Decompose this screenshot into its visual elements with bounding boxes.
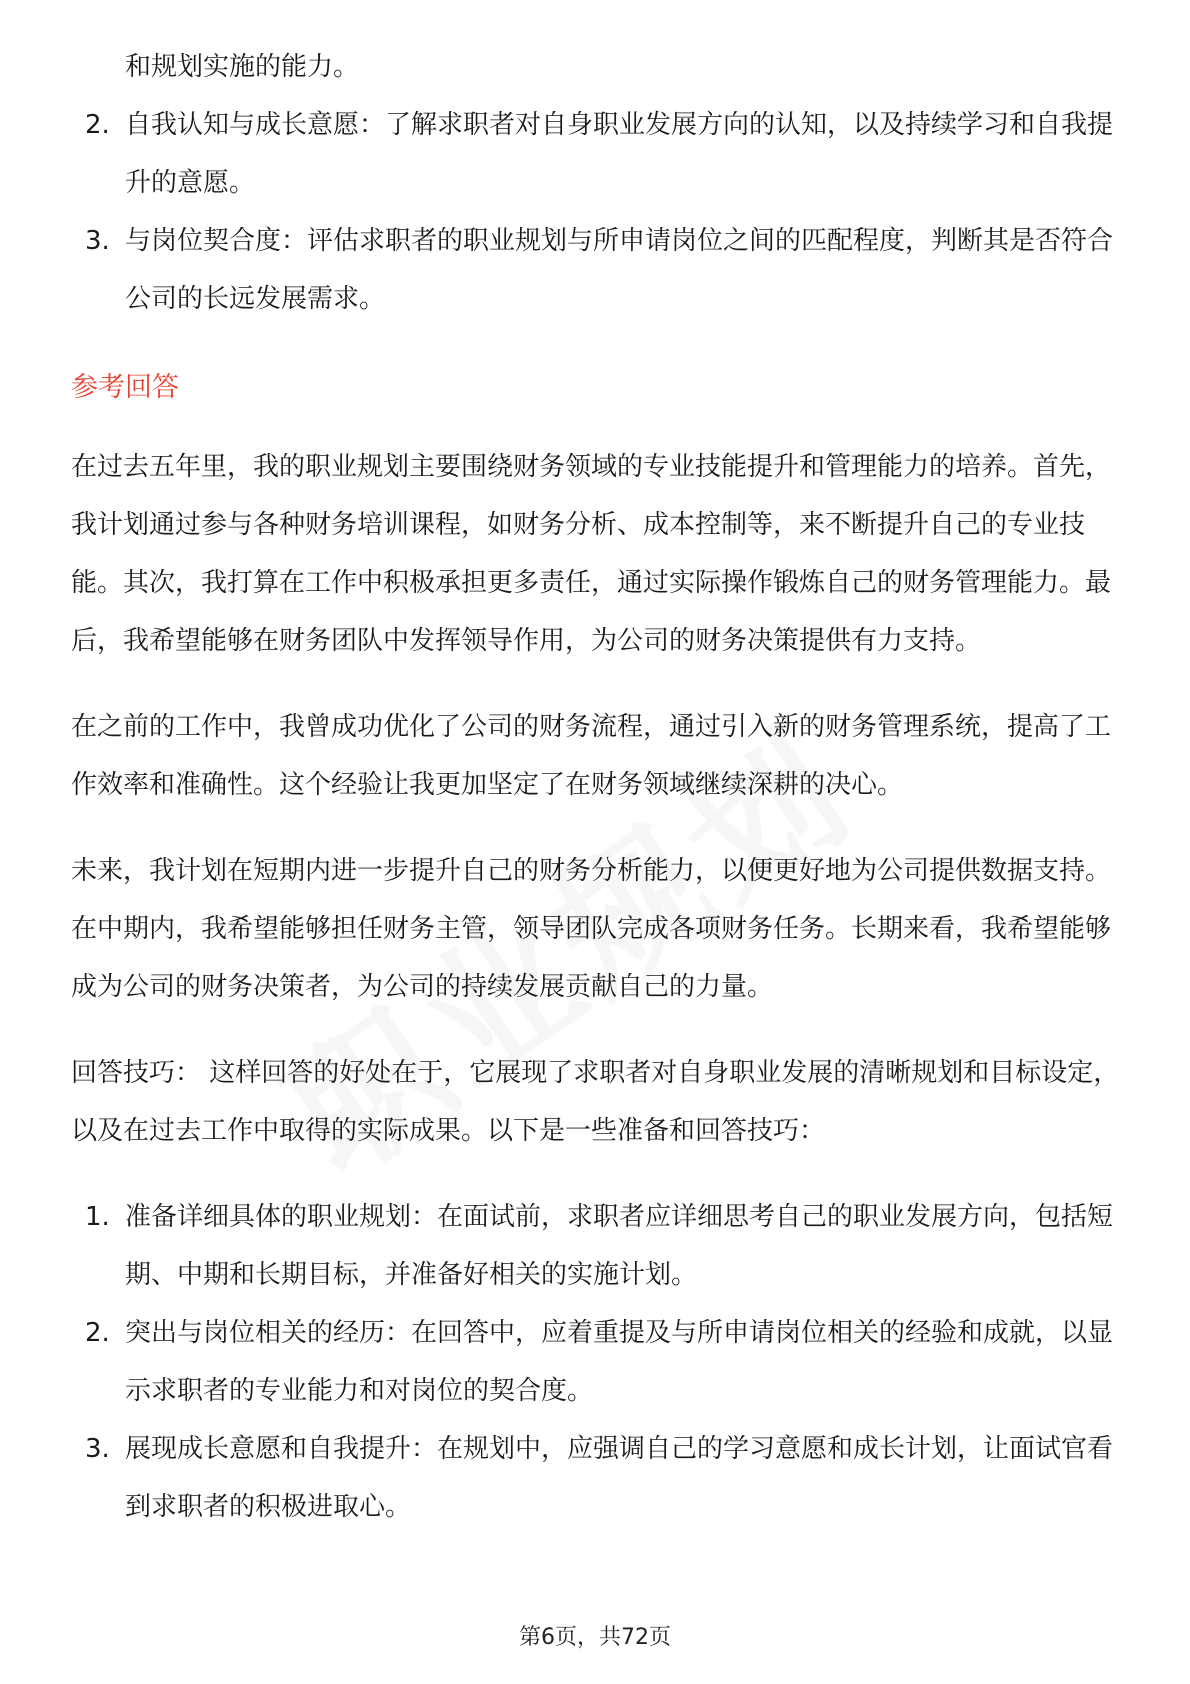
list-item: [71, 96, 1121, 212]
list-number: 3.: [85, 226, 110, 256]
list-number: 2.: [85, 1318, 110, 1348]
list-text: 准备详细具体的职业规划：在面试前，求职者应详细思考自己的职业发展方向，包括短期、中期和长期目标，并准备好相关的实施计划。: [125, 1202, 1114, 1290]
list-item: [71, 212, 1121, 328]
list-text: 自我认知与成长意愿：了解求职者对自身职业发展方向的认知，以及持续学习和自我提升的意愿。: [125, 110, 1114, 198]
continuation-line: 和规划实施的能力。: [125, 52, 360, 82]
section-title: 参考回答: [71, 372, 179, 403]
list-item: [71, 1304, 1121, 1420]
list-text: 与岗位契合度：评估求职者的职业规划与所申请岗位之间的匹配程度，判断其是否符合公司的长远发展需求。: [125, 226, 1114, 314]
tips-list: [71, 1188, 1121, 1536]
paragraph: 未来，我计划在短期内进一步提升自己的财务分析能力，以便更好地为公司提供数据支持。在中期内，我希望能够担任财务主管，领导团队完成各项财务任务。长期来看，我希望能够成为公司的财务决策者，为公司的持续发展贡献自己的力量。: [71, 856, 1112, 1002]
list-item: [71, 1188, 1121, 1304]
list-number: 1.: [85, 1202, 110, 1232]
paragraph: 回答技巧： 这样回答的好处在于，它展现了求职者对自身职业发展的清晰规划和目标设定，以及在过去工作中取得的实际成果。以下是一些准备和回答技巧：: [71, 1058, 1120, 1146]
page-number: 第6页，共72页: [519, 1625, 671, 1650]
list-text: 突出与岗位相关的经历：在回答中，应着重提及与所申请岗位相关的经验和成就，以显示求职者的专业能力和对岗位的契合度。: [125, 1318, 1114, 1406]
list-number: 3.: [85, 1434, 110, 1464]
list-item: [71, 1420, 1121, 1536]
document-body: [71, 0, 1121, 1536]
criteria-list: [71, 96, 1121, 328]
list-number: 2.: [85, 110, 110, 140]
list-text: 展现成长意愿和自我提升：在规划中，应强调自己的学习意愿和成长计划，让面试官看到求职者的积极进取心。: [125, 1434, 1114, 1522]
paragraph: 在之前的工作中，我曾成功优化了公司的财务流程，通过引入新的财务管理系统，提高了工作效率和准确性。这个经验让我更加坚定了在财务领域继续深耕的决心。: [71, 712, 1112, 800]
paragraph: 在过去五年里，我的职业规划主要围绕财务领域的专业技能提升和管理能力的培养。首先，我计划通过参与各种财务培训课程，如财务分析、成本控制等，来不断提升自己的专业技能。其次，我打算在工作中积极承担更多责任，通过实际操作锻炼自己的财务管理能力。最后，我希望能够在财务团队中发挥领导作用，为公司的财务决策提供有力支持。: [71, 452, 1112, 656]
